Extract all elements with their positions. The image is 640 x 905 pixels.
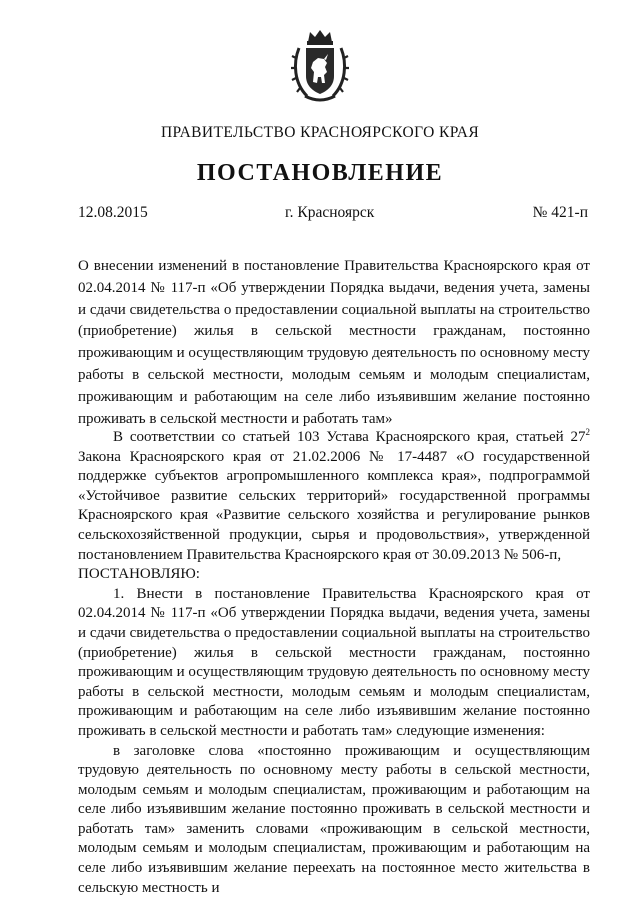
article-superscript: 2 (585, 427, 590, 437)
document-date: 12.08.2015 (78, 204, 148, 221)
document-type-heading: ПОСТАНОВЛЕНИЕ (196, 160, 444, 186)
document-city: г. Красноярск (285, 204, 375, 221)
preamble-text-part1: В соответствии со статьей 103 Устава Красноярского края, статьей 27 (113, 429, 586, 445)
document-title: О внесении изменений в постановление Правительства Красноярского края от 02.04.2014 № 117-п «Об утверждении Порядка выдачи, ведения учета, замены и сдачи свидетельства о предоставлении социальной выплаты на строительство (приобретение) жилья в сельской местности гражданам, постоянно проживающим и осуществляющим трудовую деятельность по основному месту работы в сельской местности, молодым семьям и молодым специалистам, проживающим и работающим на селе либо изъявившим желание постоянно проживать в сельской местности и работать там» (78, 258, 590, 427)
decree-word: ПОСТАНОВЛЯЮ: (78, 566, 200, 583)
document-body (78, 428, 590, 898)
organization-name: ПРАВИТЕЛЬСТВО КРАСНОЯРСКОГО КРАЯ (160, 124, 480, 141)
krasnoyarsk-coat-of-arms-icon (291, 28, 349, 104)
preamble-text-part2: Закона Красноярского края от 21.02.2006 № 17-4487 «О государственной поддержке субъектов агропромышленного комплекса края», подпрограммой «Устойчивое развитие сельских территорий» государственной программы Красноярского края «Развитие сельского хозяйства и регулирование рынков сельскохозяйственной продукции, сырья и продовольствия», утвержденной постановлением Правительства Красноярского края от 30.09.2013 № 506-п, (78, 448, 590, 563)
item-1-paragraph: 1. Внести в постановление Правительства Красноярского края от 02.04.2014 № 117-п «Об утверждении Порядка выдачи, ведения учета, замены и сдачи свидетельства о предоставлении социальной выплаты на строительство (приобретение) жилья в сельской местности гражданам, постоянно проживающим и осуществляющим трудовую деятельность по основному месту работы в сельской местности, молодым семьям и молодым специалистам, проживающим и работающим на селе либо изъявившим желание постоянно проживать в сельской местности и работать там» следующие изменения: (78, 585, 590, 739)
item-1-subparagraph: в заголовке слова «постоянно проживающим и осуществляющим трудовую деятельность по основному месту работы в сельской местности, молодым семьям и молодым специалистам, проживающим и работающим на селе либо изъявившим желание постоянно проживать в сельской местности и работать там» заменить словами «проживающим в сельской местности, молодым семьям и молодым специалистам, проживающим и работающим на селе либо изъявившим желание переехать на постоянное место жительства в сельскую местность и (78, 742, 590, 896)
preamble-paragraph (78, 428, 590, 565)
document-number: № 421-п (532, 204, 588, 221)
